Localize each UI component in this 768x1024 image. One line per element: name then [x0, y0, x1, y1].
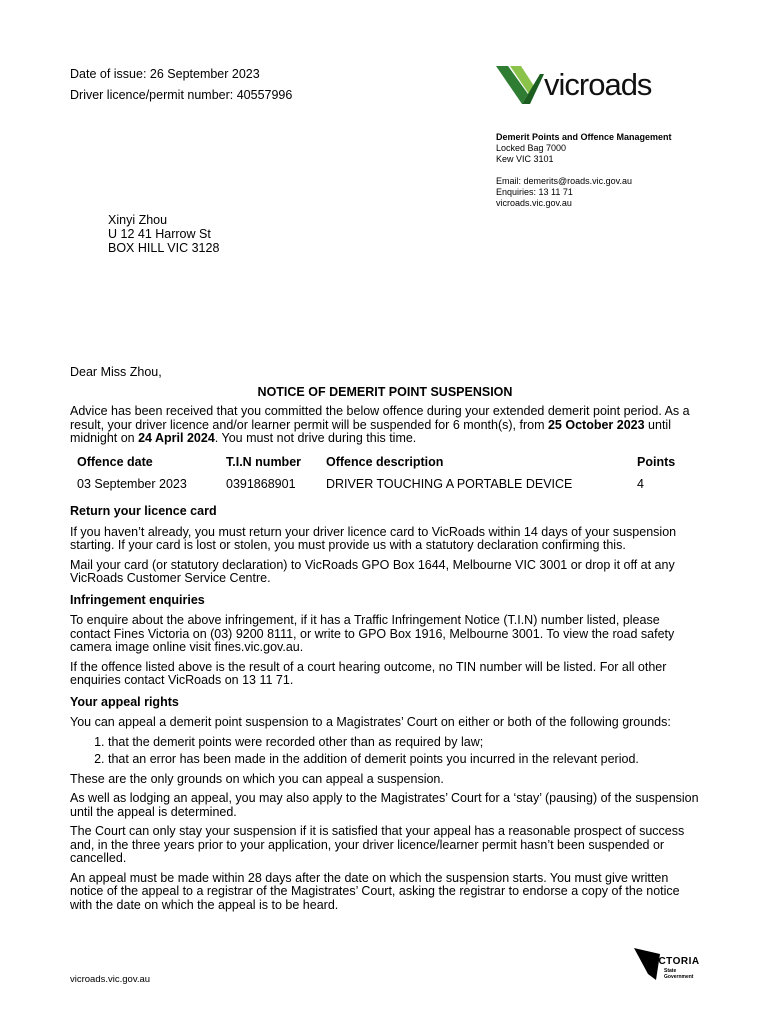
letter-body — [70, 366, 700, 918]
appeal-heading: Your appeal rights — [70, 694, 179, 709]
intro-text-c: . You must not drive during this time. — [214, 431, 417, 445]
infringement-heading: Infringement enquiries — [70, 592, 205, 607]
offence-date-cell: 03 September 2023 — [77, 476, 187, 491]
return-paragraph-2: Mail your card (or statutory declaration) to VicRoads GPO Box 1644, Melbourne VIC 3001 or drop it off at any VicRoads Customer Service Centre. — [70, 557, 675, 585]
recipient-street: U 12 41 Harrow St — [108, 227, 211, 241]
salutation: Dear Miss Zhou, — [70, 365, 162, 379]
office-email: Email: demerits@roads.vic.gov.au — [496, 176, 633, 186]
vicroads-logo — [494, 64, 679, 108]
col-points: Points — [637, 454, 676, 469]
vicroads-logo-text: vicroads — [544, 67, 652, 102]
recipient-name: Xinyi Zhou — [108, 213, 168, 227]
victoria-sub-state: State — [664, 968, 677, 974]
office-line1: Locked Bag 7000 — [496, 143, 567, 153]
col-description: Offence description — [326, 454, 444, 469]
date-of-issue: Date of issue: 26 September 2023 — [70, 67, 260, 81]
licence-number: Driver licence/permit number: 40557996 — [70, 88, 293, 102]
office-name: Demerit Points and Offence Management — [496, 132, 672, 142]
victoria-sub-government: Government — [664, 973, 694, 980]
victoria-logo-text: VICTORIA — [648, 956, 700, 967]
appeal-grounds-list — [70, 736, 700, 767]
infringement-paragraph-2: If the offence listed above is the result of a court hearing outcome, no TIN number will be listed. For all other enquiries contact VicRoads on 13 11 71. — [70, 659, 667, 687]
infringement-paragraph-1: To enquire about the above infringement, if it has a Traffic Infringement Notice (T.I.N) number listed, please contact Fines Victoria on (03) 9200 8111, or write to GPO Box 1916, Melbourne 3001. To view the road safety camera image online visit fines.vic.gov.au. — [70, 613, 675, 654]
col-tin: T.I.N number — [226, 454, 302, 469]
office-enquiries: Enquiries: 13 11 71 — [496, 187, 573, 197]
return-paragraph-1: If you haven’t already, you must return your driver licence card to VicRoads within 14 days of your suspension starting. If your card is lost or stolen, you must provide us with a statutory declaration confirming this. — [70, 524, 677, 552]
victoria-logo-subtext — [664, 969, 693, 980]
letter-meta — [70, 64, 292, 106]
footer-web: vicroads.vic.gov.au — [70, 974, 151, 985]
intro-paragraph — [70, 405, 700, 446]
tin-cell: 0391868901 — [226, 476, 296, 491]
col-offence-date: Offence date — [77, 454, 153, 469]
recipient-address — [108, 213, 219, 255]
list-item: 2. that an error has been made in the addition of demerit points you incurred in the relevant period. — [108, 753, 700, 767]
appeal-paragraph-3: As well as lodging an appeal, you may also apply to the Magistrates’ Court for a ‘stay’ (pausing) of the suspension until the appeal is determined. — [70, 791, 699, 819]
appeal-paragraph-2: These are the only grounds on which you can appeal a suspension. — [70, 771, 444, 786]
notice-title: NOTICE OF DEMERIT POINT SUSPENSION — [257, 384, 513, 399]
office-details — [496, 132, 672, 209]
intro-text-a: Advice has been received that you committed the below offence during your extended demerit point period. As a result, your driver licence and/or learner permit will be suspended for 6 month(s), from — [70, 404, 690, 432]
victoria-state-government-logo — [634, 944, 700, 984]
suspension-start-date: 25 October 2023 — [547, 417, 645, 432]
table-row — [70, 473, 700, 498]
appeal-paragraph-1: You can appeal a demerit point suspension to a Magistrates’ Court on either or both of the following grounds: — [70, 715, 671, 729]
office-line2: Kew VIC 3101 — [496, 154, 554, 164]
appeal-paragraph-4: The Court can only stay your suspension if it is satisfied that your appeal has a reasonable prospect of success and, in the three years prior to your application, your driver licence/learner permit hasn’t been suspended or cancelled. — [70, 824, 685, 865]
appeal-paragraph-5: An appeal must be made within 28 days after the date on which the suspension starts. You must give written notice of the appeal to a registrar of the Magistrates’ Court, asking the registrar to endorse a copy of the notice with the date on which the appeal is to be heard. — [70, 870, 680, 912]
recipient-suburb: BOX HILL VIC 3128 — [108, 241, 220, 255]
table-header-row — [70, 452, 700, 473]
description-cell: DRIVER TOUCHING A PORTABLE DEVICE — [326, 476, 573, 491]
vicroads-tick-icon — [494, 64, 544, 108]
points-cell: 4 — [637, 476, 644, 491]
offence-table — [70, 452, 700, 498]
intro-text-b: until midnight on — [70, 417, 671, 445]
list-item: 1. that the demerit points were recorded other than as required by law; — [108, 736, 700, 750]
office-web: vicroads.vic.gov.au — [496, 198, 572, 208]
suspension-end-date: 24 April 2024 — [138, 431, 215, 445]
return-heading: Return your licence card — [70, 504, 217, 518]
